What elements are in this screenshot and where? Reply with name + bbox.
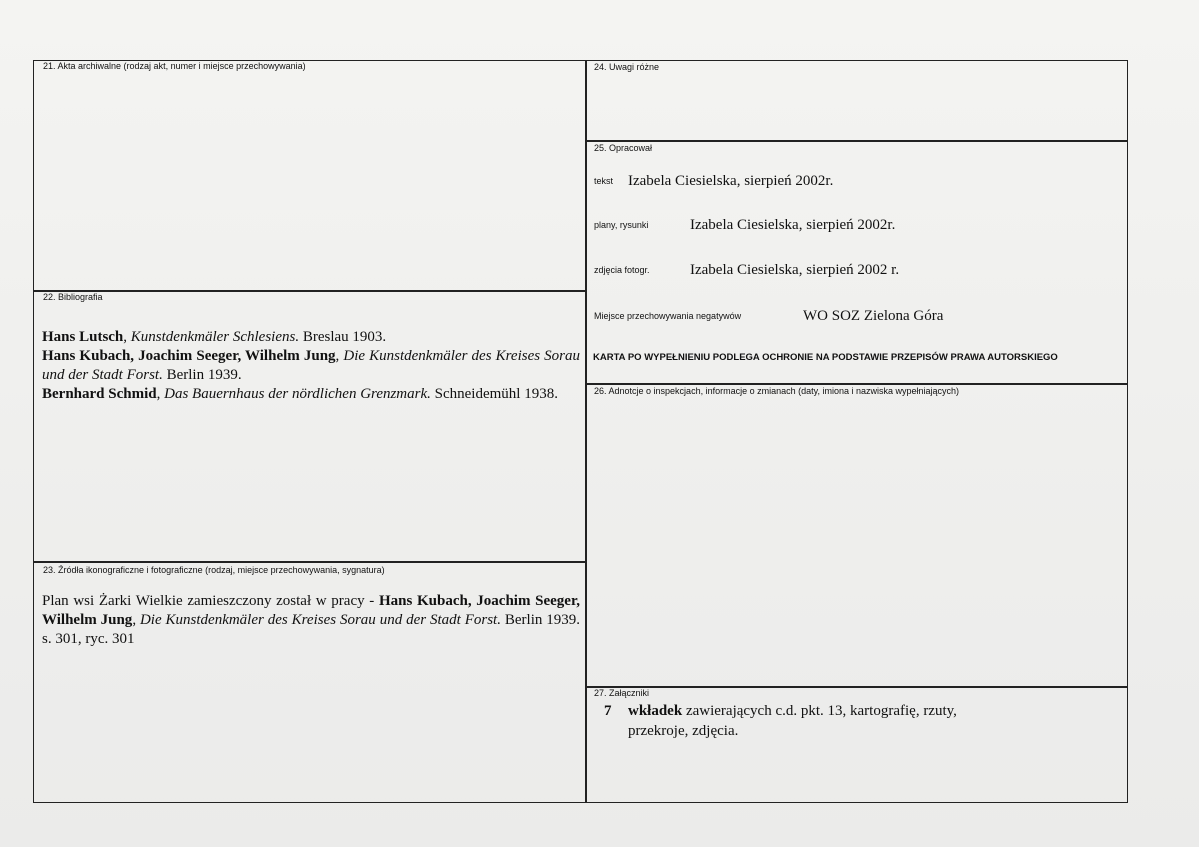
text-author-value: Izabela Ciesielska, sierpień 2002r. bbox=[628, 172, 834, 189]
attachments-count: 7 bbox=[604, 703, 612, 719]
form-frame bbox=[33, 60, 1128, 803]
bib-title: Das Bauernhaus der nördlichen Grenzmark. bbox=[164, 386, 431, 402]
negatives-location-label: Miejsce przechowywania negatywów bbox=[594, 311, 742, 322]
source-title: Die Kunstdenkmäler des Kreises Sorau und der Stadt Forst. bbox=[139, 612, 501, 628]
photos-author-label: zdjęcia fotogr. bbox=[594, 265, 650, 276]
bib-title: Die Kunstdenkmäler des Kreises Sorau und der Stadt Forst. bbox=[42, 348, 580, 383]
bibliography-entry bbox=[42, 385, 580, 404]
section-24-label: 24. Uwagi różne bbox=[594, 62, 660, 72]
source-publication: Berlin 1939. s. 301, ryc. 301 bbox=[42, 612, 581, 647]
source-authors: Hans Kubach, Joachim Seeger, Wilhelm Jung bbox=[42, 593, 580, 628]
column-divider bbox=[585, 60, 587, 803]
bib-separator: , bbox=[123, 329, 131, 345]
iconographic-sources-text bbox=[42, 592, 580, 649]
bib-publication: Schneidemühl 1938. bbox=[430, 386, 558, 402]
plans-author-label: plany, rysunki bbox=[594, 220, 649, 231]
section-22-label: 22. Bibliografia bbox=[43, 292, 103, 302]
bib-publication: Breslau 1903. bbox=[299, 329, 387, 345]
bib-author: Bernhard Schmid bbox=[42, 386, 157, 402]
section-21-label: 21. Akta archiwalne (rodzaj akt, numer i miejsce przechowywania) bbox=[43, 61, 306, 71]
attachments-line-2: przekroje, zdjęcia. bbox=[628, 723, 739, 739]
negatives-location-value: WO SOZ Zielona Góra bbox=[803, 307, 944, 324]
section-26-label: 26. Adnotcje o inspekcjach, informacje o zmianach (daty, imiona i nazwiska wypełniających) bbox=[594, 386, 960, 396]
section-25-label: 25. Opracował bbox=[594, 143, 653, 153]
photos-author-value: Izabela Ciesielska, sierpień 2002 r. bbox=[690, 261, 900, 278]
section-23-label: 23. Źródła ikonograficzne i fotograficzne (rodzaj, miejsce przechowywania, sygnatura) bbox=[43, 565, 385, 575]
text-author-label: tekst bbox=[594, 176, 614, 187]
photos-author-row bbox=[594, 261, 899, 279]
bib-separator: , bbox=[156, 386, 165, 402]
bibliography-entry bbox=[42, 328, 580, 347]
bibliography-entry bbox=[42, 347, 580, 385]
bib-publication: Berlin 1939. bbox=[162, 367, 242, 383]
source-separator: , bbox=[132, 612, 140, 628]
plans-author-row bbox=[594, 216, 895, 234]
bib-title: Kunstdenkmäler Schlesiens. bbox=[130, 329, 300, 345]
bib-author: Hans Lutsch bbox=[42, 329, 124, 345]
text-author-row bbox=[594, 172, 833, 190]
attachments-line-1 bbox=[628, 701, 957, 721]
divider-24-25 bbox=[585, 140, 1128, 142]
bib-author: Hans Kubach, Joachim Seeger, Wilhelm Jung bbox=[42, 348, 336, 364]
divider-26-27 bbox=[585, 686, 1128, 688]
divider-21-22 bbox=[33, 290, 586, 292]
bib-separator: , bbox=[335, 348, 344, 364]
bibliography-list bbox=[42, 328, 580, 404]
attachments-line-1-rest: zawierających c.d. pkt. 13, kartografię, rzuty, bbox=[682, 703, 957, 719]
copyright-notice: KARTA PO WYPEŁNIENIU PODLEGA OCHRONIE NA PODSTAWIE PRZEPISÓW PRAWA AUTORSKIEGO bbox=[593, 352, 1058, 363]
plans-author-value: Izabela Ciesielska, sierpień 2002r. bbox=[690, 216, 896, 233]
attachments-bold-word: wkładek bbox=[628, 703, 683, 719]
section-27-label: 27. Załączniki bbox=[594, 688, 650, 698]
negatives-location-row bbox=[594, 307, 943, 325]
divider-22-23 bbox=[33, 561, 586, 563]
divider-25-26 bbox=[585, 383, 1128, 385]
source-intro: Plan wsi Żarki Wielkie zamieszczony został w pracy - bbox=[42, 593, 379, 609]
